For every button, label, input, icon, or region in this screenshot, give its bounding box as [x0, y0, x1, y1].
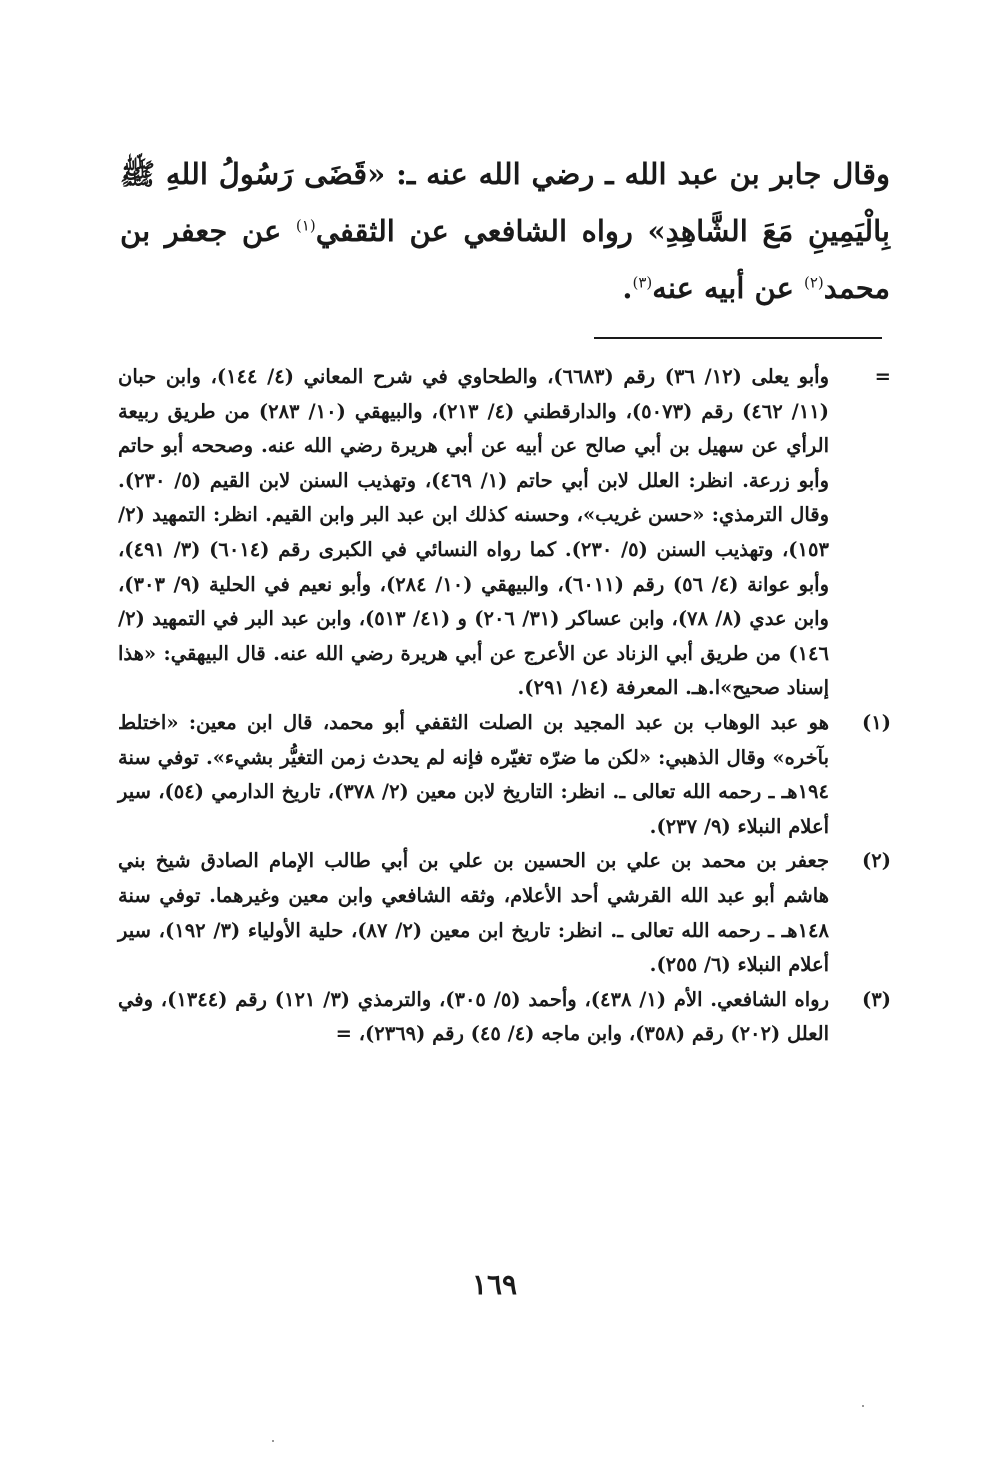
footnote-text: هو عبد الوهاب بن عبد المجيد بن الصلت الثقفي أبو محمد، قال ابن معين: «اختلط بآخره» وقال الذهبي: «لكن ما ضرّه تغيّره فإنه لم يحدث زمن التغيُّر بشيء». توفي سنة ١٩٤هـ ـ رحمه الله تعالى ـ. انظر: التاريخ لابن معين (٢/ ٣٧٨)، تاريخ الدارمي (٥٤)، سير أعلام النبلاء (٩/ ٢٣٧). — [118, 710, 829, 838]
footnote-text: رواه الشافعي. الأم (١/ ٤٣٨)، وأحمد (٥/ ٣٠٥)، والترمذي (٣/ ١٢١) رقم (١٣٤٤)، وفي العلل (٢٠٢) رقم (٣٥٨)، وابن ماجه (٤/ ٤٥) رقم (٢٣٦٩)، = — [118, 987, 830, 1046]
footnote-text: جعفر بن محمد بن علي بن الحسين بن علي بن أبي طالب الإمام الصادق شيخ بني هاشم أبو عبد الله القرشي أحد الأعلام، وثقه الشافعي وابن معين وغيرهما. توفي سنة ١٤٨هـ ـ رحمه الله تعالى ـ. انظر: تاريخ ابن معين (٢/ ٨٧)، حلية الأولياء (٣/ ١٩٢)، سير أعلام النبلاء (٦/ ٢٥٥). — [118, 849, 829, 977]
scan-speck — [862, 1405, 864, 1407]
main-paragraph — [120, 146, 890, 317]
footnote-1 — [118, 706, 893, 844]
scan-speck — [272, 1440, 274, 1442]
main-text-segment-4: . — [622, 271, 633, 305]
main-text-segment-1: وقال جابر بن عبد الله ـ رضي الله عنه ـ: «قَضَى رَسُولُ اللهِ ﷺ بِالْيَمِينِ مَعَ الشَّاهِدِ» رواه الشافعي عن الثقفي — [120, 157, 891, 248]
footnote-marker: = — [874, 365, 891, 388]
footnote-ref-3: (٣) — [632, 273, 653, 292]
footnote-2 — [118, 844, 893, 982]
footnote-ref-1: (١) — [295, 216, 316, 235]
footnote-continuation — [118, 360, 893, 706]
footnote-marker: (٢) — [862, 849, 891, 873]
page-number: ١٦٩ — [471, 1268, 518, 1301]
footnote-marker: (١) — [862, 710, 891, 734]
footnote-separator — [594, 337, 882, 339]
footnote-text: وأبو يعلى (١٢/ ٣٦) رقم (٦٦٨٣)، والطحاوي في شرح المعاني (٤/ ١٤٤)، وابن حبان (١١/ ٤٦٢) رقم (٥٠٧٣)، والدارقطني (٤/ ٢١٣)، والبيهقي (١٠/ ٢٨٣) من طريق ربيعة الرأي عن سهيل بن أبي صالح عن أبيه عن أبي هريرة رضي الله عنه. وصححه أبو حاتم وأبو زرعة. انظر: العلل لابن أبي حاتم (١/ ٤٦٩)، وتهذيب السنن لابن القيم (٥/ ٢٣٠). وقال الترمذي: «حسن غريب»، وحسنه كذلك ابن عبد البر وابن القيم. انظر: التمهيد (٢/ ١٥٣)، وتهذيب السنن (٥/ ٢٣٠). كما رواه النسائي في الكبرى رقم (٦٠١٤) (٣/ ٤٩١)، وأبو عوانة (٤/ ٥٦) رقم (٦٠١١)، والبيهقي (١٠/ ٢٨٤)، وأبو نعيم في الحلية (٩/ ٣٠٣)، وابن عدي (٨/ ٧٨)، وابن عساكر (٣١/ ٢٠٦) و (٤١/ ٥١٣)، وابن عبد البر في التمهيد (٢/ ١٤٦) من طريق أبي الزناد عن الأعرج عن أبي هريرة رضي الله عنه. قال البيهقي: «هذا إسناد صحيح»ا.هـ. المعرفة (١٤/ ٢٩١). — [118, 365, 830, 700]
footnote-marker: (٣) — [862, 987, 891, 1011]
footnote-3 — [118, 983, 893, 1052]
main-text-block — [120, 146, 890, 317]
main-text-segment-3: عن أبيه عنه — [652, 271, 804, 305]
footnotes-section — [118, 360, 893, 1052]
main-text-segment-2: عن جعفر بن محمد — [120, 214, 890, 305]
footnote-ref-2: (٢) — [803, 273, 824, 292]
